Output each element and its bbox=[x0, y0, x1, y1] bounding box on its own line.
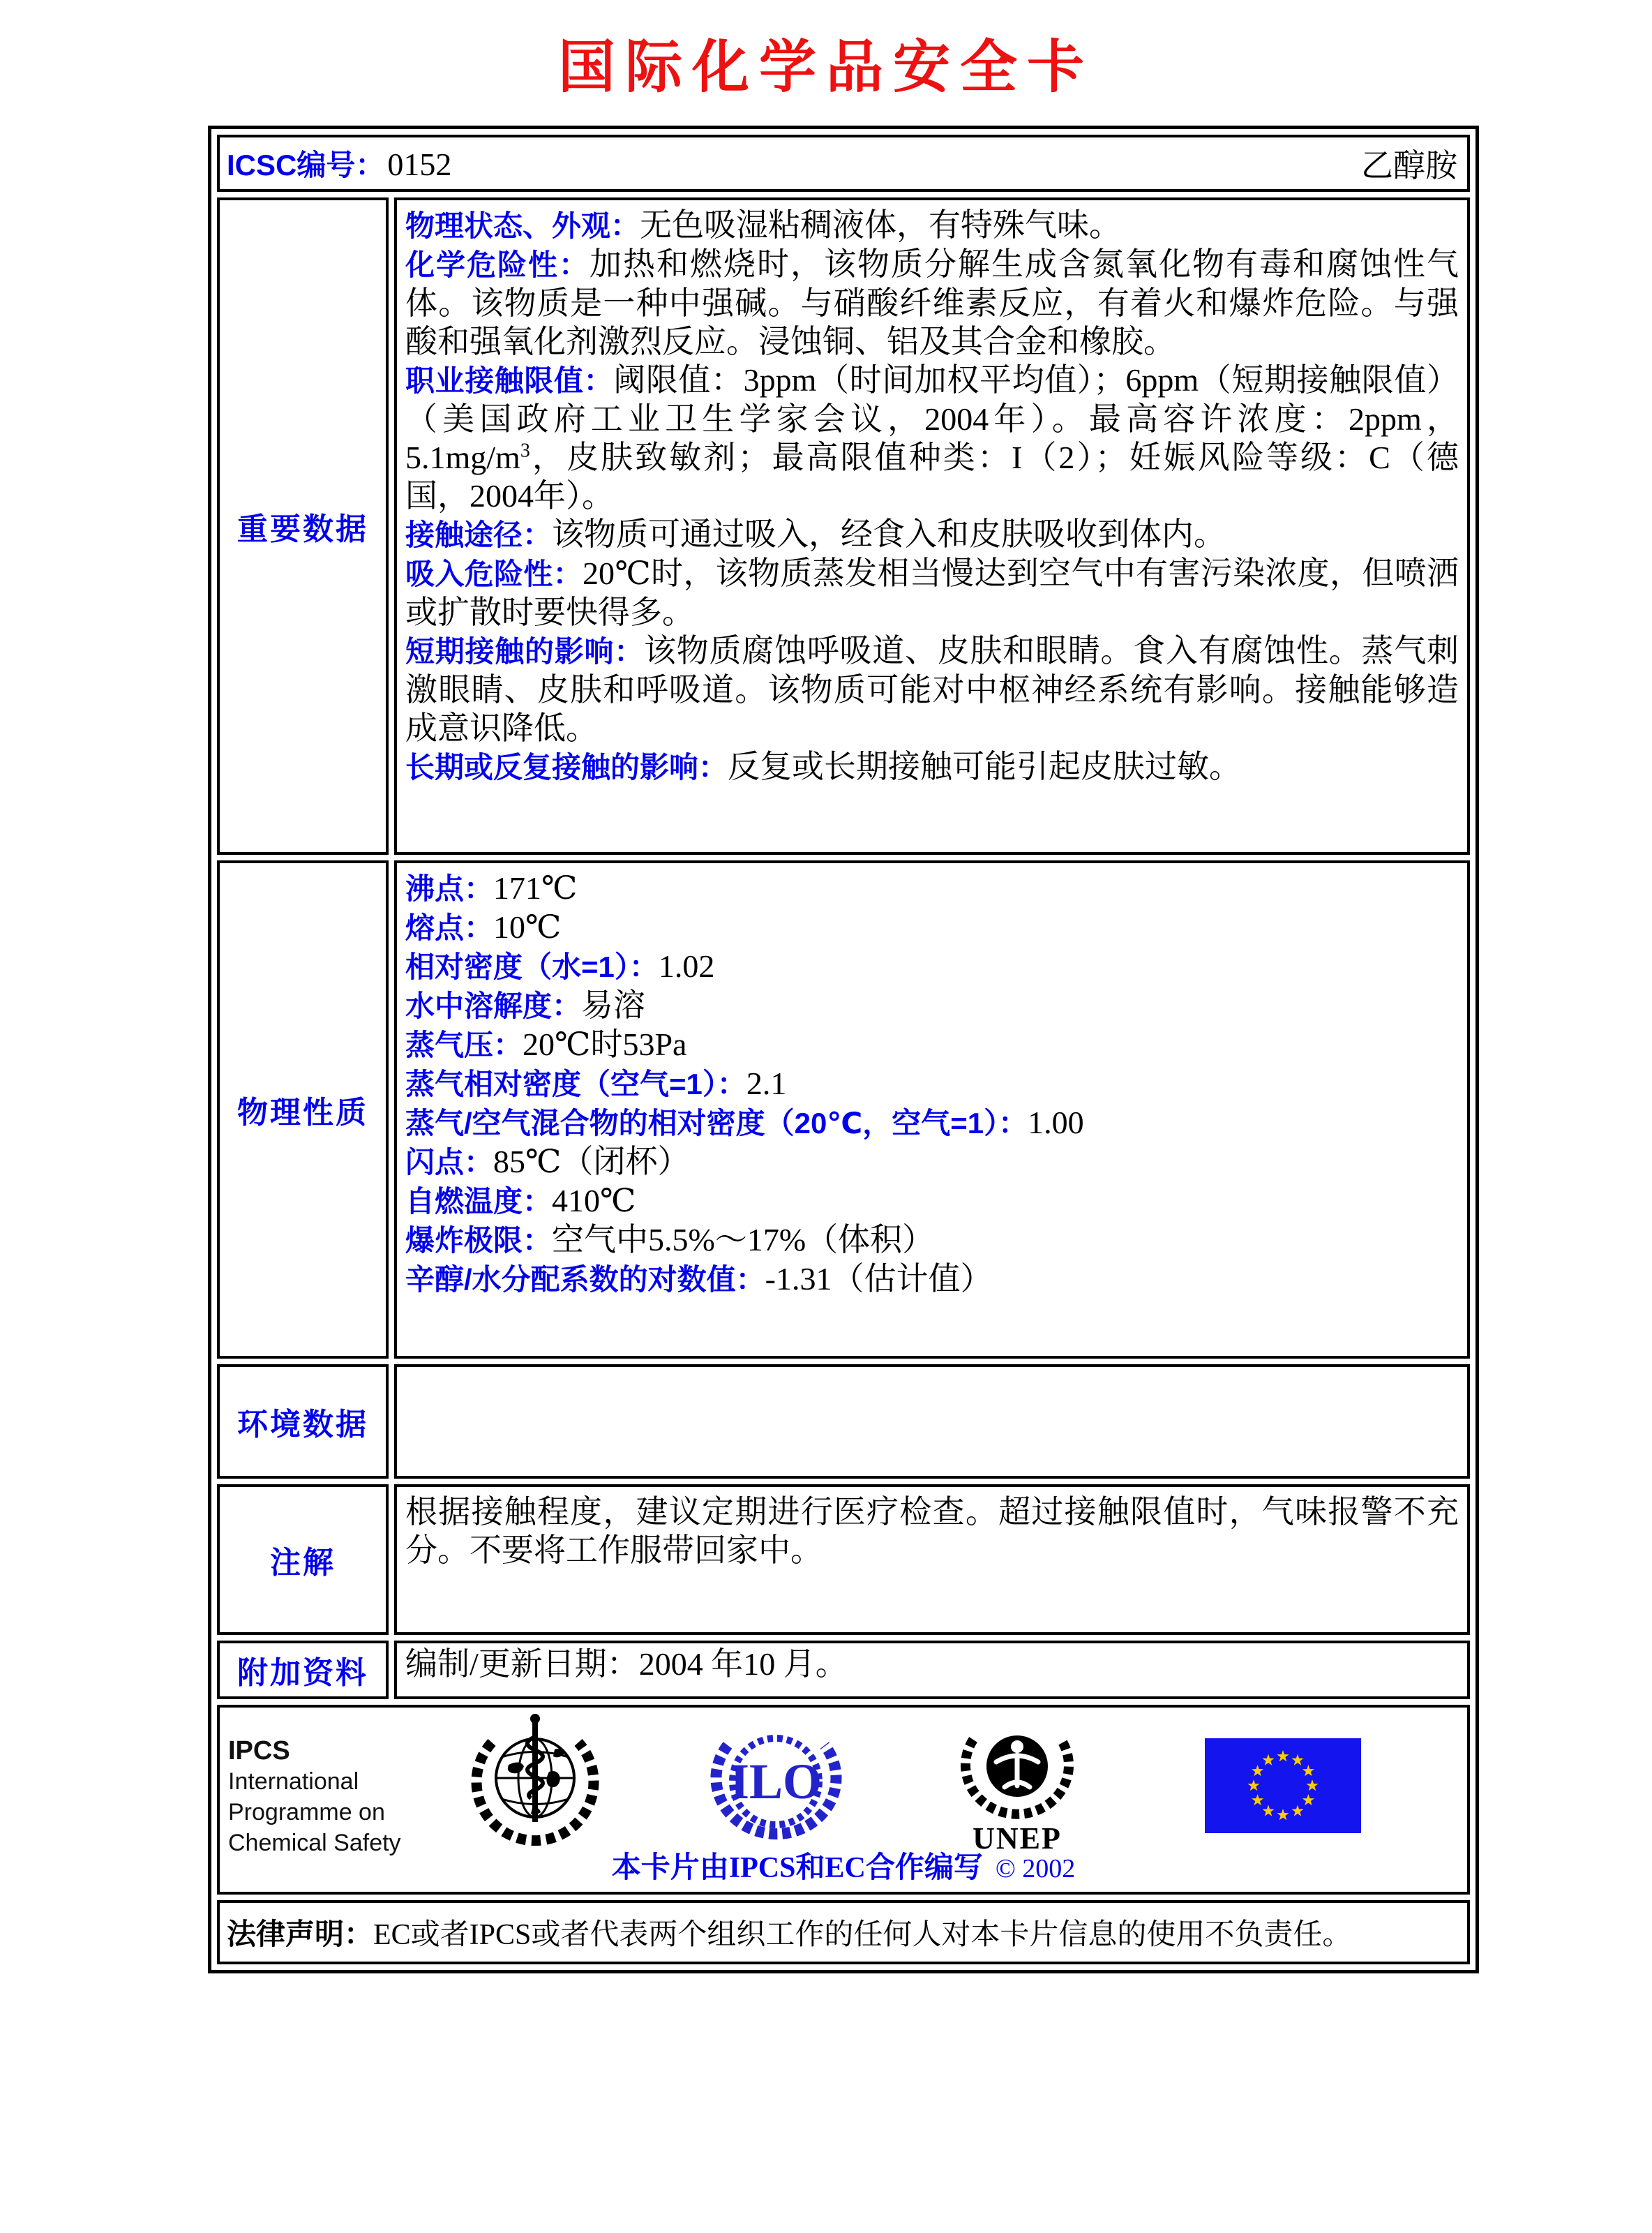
field-key: 职业接触限值： bbox=[405, 364, 614, 397]
paragraph bbox=[405, 245, 1459, 361]
section-label-notes: 注解 bbox=[217, 1484, 389, 1635]
section-content-additional-information bbox=[394, 1641, 1470, 1699]
icsc-card-table bbox=[208, 126, 1479, 1973]
section-row-environmental-data bbox=[217, 1364, 1470, 1479]
field-text: 空气中5.5%～17%（体积） bbox=[552, 1222, 935, 1257]
field-key: 水中溶解度： bbox=[405, 989, 582, 1022]
field-text: -1.31（估计值） bbox=[765, 1261, 993, 1297]
field-text: 编制/更新日期：2004 年10 月。 bbox=[405, 1646, 848, 1682]
field-key: 熔点： bbox=[405, 911, 494, 944]
field-key: 短期接触的影响： bbox=[405, 635, 644, 668]
paragraph bbox=[405, 1142, 1459, 1181]
credit-line bbox=[220, 1844, 1467, 1886]
paragraph bbox=[405, 947, 1459, 986]
substance-name: 乙醇胺 bbox=[1361, 148, 1457, 184]
field-text: ，皮肤致敏剂；最高限值种类：I（2）；妊娠风险等级：C（德国，2004年）。 bbox=[405, 440, 1459, 514]
section-row-notes bbox=[217, 1484, 1470, 1635]
logos-row bbox=[217, 1705, 1470, 1895]
paragraph bbox=[405, 1064, 1459, 1103]
section-label-additional-information: 附加资料 bbox=[217, 1641, 389, 1699]
paragraph bbox=[405, 1645, 1459, 1683]
field-key: 吸入危险性： bbox=[405, 558, 583, 590]
ipcs-line: Programme on bbox=[228, 1799, 385, 1825]
ipcs-line: Chemical Safety bbox=[228, 1830, 401, 1856]
section-label-environmental-data: 环境数据 bbox=[217, 1364, 389, 1479]
field-text: 反复或长期接触可能引起皮肤过敏。 bbox=[728, 749, 1242, 784]
paragraph bbox=[405, 632, 1459, 747]
field-text: 1.00 bbox=[1028, 1105, 1084, 1140]
field-text: 20℃时53Pa bbox=[523, 1026, 687, 1062]
who-emblem-icon bbox=[465, 1710, 605, 1858]
field-text: 该物质腐蚀呼吸道、皮肤和眼睛。食入有腐蚀性。蒸气刺激眼睛、皮肤和呼吸道。该物质可能对中枢神经系统有影响。接触能够造成意识降低。 bbox=[405, 633, 1459, 746]
section-row-additional-information bbox=[217, 1641, 1470, 1699]
paragraph bbox=[405, 1181, 1459, 1220]
field-text: 该物质可通过吸入，经食入和皮肤吸收到体内。 bbox=[552, 516, 1226, 552]
field-key: 自燃温度： bbox=[405, 1185, 553, 1218]
ipcs-acronym: IPCS bbox=[228, 1736, 290, 1765]
ipcs-line: International bbox=[228, 1768, 359, 1795]
copyright-text: © 2002 bbox=[995, 1854, 1076, 1883]
field-text: 1.02 bbox=[658, 948, 715, 984]
field-key: 蒸气/空气混合物的相对密度（20℃，空气=1）： bbox=[405, 1107, 1028, 1140]
field-text: 3 bbox=[520, 440, 530, 462]
legal-label: 法律声明： bbox=[227, 1918, 374, 1950]
paragraph bbox=[405, 908, 1459, 947]
field-key: 物理状态、外观： bbox=[405, 209, 640, 242]
paragraph bbox=[405, 747, 1459, 786]
paragraph bbox=[405, 1103, 1459, 1142]
icsc-number-value: 0152 bbox=[387, 147, 452, 182]
field-key: 相对密度（水=1）： bbox=[405, 950, 659, 983]
field-text: 加热和燃烧时，该物质分解生成含氮氧化物有毒和腐蚀性气体。该物质是一种中强碱。与硝酸纤维素反应，有着火和爆炸危险。与强酸和强氧化剂激烈反应。浸蚀铜、铝及其合金和橡胶。 bbox=[405, 246, 1459, 359]
field-key: 长期或反复接触的影响： bbox=[405, 751, 728, 784]
paragraph bbox=[405, 1493, 1459, 1569]
paragraph bbox=[405, 1220, 1459, 1260]
field-text: 2.1 bbox=[746, 1066, 787, 1101]
page-title: 国际化学品安全卡 bbox=[557, 36, 1094, 99]
paragraph bbox=[405, 986, 1459, 1025]
section-label-physical-properties: 物理性质 bbox=[217, 860, 389, 1359]
field-text: 410℃ bbox=[552, 1183, 636, 1218]
field-key: 辛醇/水分配系数的对数值： bbox=[405, 1263, 765, 1296]
header-row bbox=[217, 135, 1470, 192]
section-row-physical-properties bbox=[217, 860, 1470, 1359]
field-text: 无色吸湿粘稠液体，有特殊气味。 bbox=[640, 207, 1122, 243]
icsc-number bbox=[227, 142, 451, 184]
credit-text: 本卡片由IPCS和EC合作编写 bbox=[611, 1852, 983, 1884]
field-key: 爆炸极限： bbox=[405, 1224, 553, 1257]
field-key: 蒸气压： bbox=[405, 1029, 523, 1061]
unep-emblem-icon bbox=[958, 1719, 1076, 1855]
paragraph bbox=[405, 361, 1459, 515]
paragraph bbox=[405, 869, 1459, 908]
field-text: 10℃ bbox=[493, 909, 562, 945]
field-text: 171℃ bbox=[493, 870, 578, 906]
field-text: 根据接触程度，建议定期进行医疗检查。超过接触限值时，气味报警不充分。不要将工作服带回家中。 bbox=[405, 1494, 1459, 1568]
paragraph bbox=[405, 1025, 1459, 1064]
field-text: 易溶 bbox=[581, 987, 646, 1023]
field-text: 阈限值：3ppm（时间加权平均值）；6ppm（短期接触限值）（美国政府工业卫生学家会议，2004年）。最高容许浓度：2ppm，5.1mg/m bbox=[405, 362, 1459, 475]
icsc-number-label: ICSC编号： bbox=[227, 149, 385, 181]
field-key: 沸点： bbox=[405, 872, 494, 905]
section-content-physical-properties bbox=[394, 860, 1470, 1359]
section-label-important-data: 重要数据 bbox=[217, 197, 389, 855]
field-text: 85℃（闭杯） bbox=[493, 1144, 690, 1179]
ilo-emblem-icon bbox=[708, 1720, 844, 1853]
field-key: 蒸气相对密度（空气=1）： bbox=[405, 1068, 746, 1100]
legal-text: EC或者IPCS或者代表两个组织工作的任何人对本卡片信息的使用不负责任。 bbox=[373, 1919, 1352, 1951]
section-row-important-data bbox=[217, 197, 1470, 855]
legal-row bbox=[217, 1900, 1470, 1964]
ilo-letters: ILO bbox=[729, 1754, 823, 1809]
field-key: 接触途径： bbox=[405, 518, 553, 551]
field-key: 闪点： bbox=[405, 1146, 494, 1179]
field-text: 20℃时，该物质蒸发相当慢达到空气中有害污染浓度，但喷洒或扩散时要快得多。 bbox=[405, 555, 1459, 630]
eu-flag-icon bbox=[1205, 1738, 1361, 1837]
unep-caption: UNEP bbox=[973, 1821, 1062, 1855]
section-content-important-data bbox=[394, 197, 1470, 855]
field-key: 化学危险性： bbox=[405, 248, 590, 281]
paragraph bbox=[405, 554, 1459, 632]
ipcs-logo-text bbox=[228, 1735, 401, 1858]
section-content-environmental-data bbox=[394, 1364, 1470, 1479]
paragraph bbox=[405, 1260, 1459, 1299]
section-content-notes bbox=[394, 1484, 1470, 1635]
paragraph bbox=[405, 515, 1459, 554]
paragraph bbox=[405, 206, 1459, 245]
